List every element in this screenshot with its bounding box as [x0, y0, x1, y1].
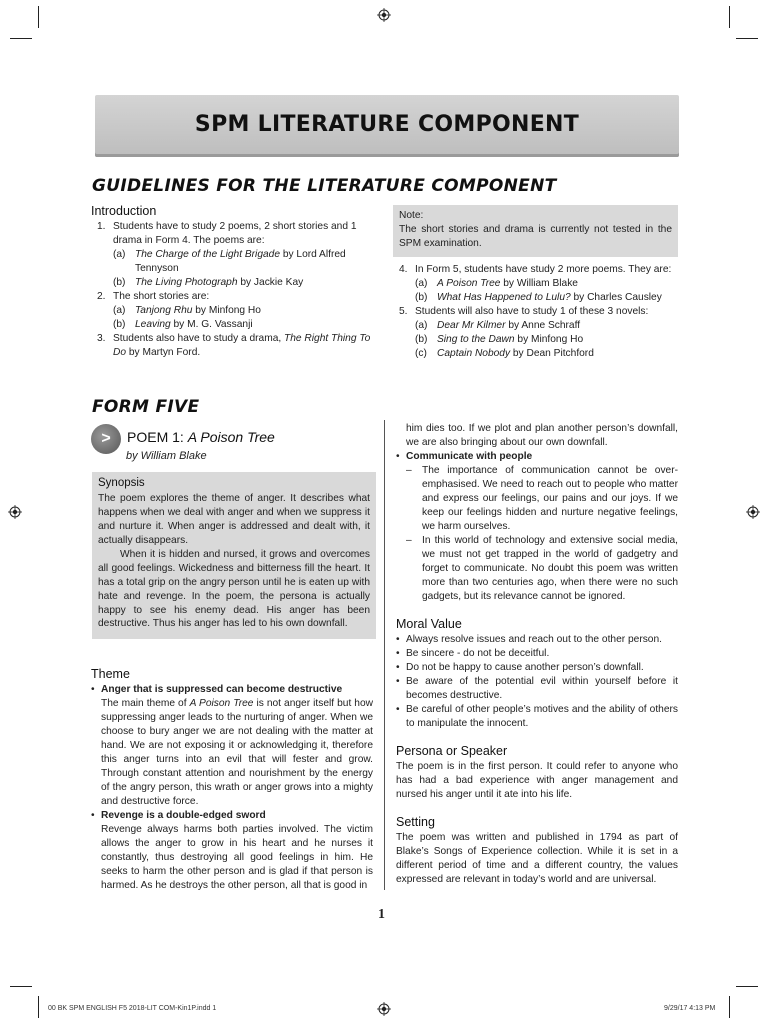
work-author: by Minfong Ho	[514, 333, 584, 345]
chevron-right-icon: >	[91, 424, 121, 454]
form-five-list	[393, 263, 678, 361]
introduction-section	[91, 203, 374, 360]
sub-item	[415, 277, 678, 291]
work-title: A Poison Tree	[437, 277, 501, 289]
synopsis-box	[92, 472, 376, 639]
sub-item-label: (b)	[415, 291, 428, 303]
list-item	[393, 305, 678, 361]
dash-text: The importance of communication cannot be over-emphasised. We need to reach out to people who matter and express our feelings, our pains and our joys. If we keep our feelings hidden and nurture negative feelings, we harm ourselves.	[422, 464, 678, 532]
crop-mark	[10, 38, 32, 39]
setting-text: The poem was written and published in 1794 as part of Blake’s Songs of Experience collection. While it is set in a different period of time and a different country, the values expressed are relevant in today’s world and are universal.	[396, 831, 678, 885]
poem-heading	[127, 428, 275, 447]
bullet-title: • Revenge is a double-edged sword	[101, 809, 266, 821]
work-author: by Minfong Ho	[192, 304, 261, 316]
work-author: by M. G. Vassanji	[170, 318, 253, 330]
sub-item	[415, 291, 678, 305]
crop-mark	[729, 6, 730, 28]
registration-mark-icon	[377, 8, 391, 22]
item-text: Students also have to study a drama,	[113, 332, 285, 344]
sub-item-label: (a)	[415, 277, 428, 289]
crop-mark	[10, 986, 32, 987]
work-title: The Right Thing To Do	[113, 332, 371, 358]
item-number: 3.	[97, 332, 106, 344]
item-number: 2.	[97, 290, 106, 302]
list-item	[91, 683, 373, 809]
crop-mark	[38, 996, 39, 1018]
work-author: by Lord Alfred Tennyson	[135, 249, 346, 275]
list-item: • Be aware of the potential evil within yourself before it becomes destructive.	[396, 675, 678, 703]
sub-item-label: (a)	[113, 304, 126, 316]
page-title: SPM LITERATURE COMPONENT	[194, 112, 580, 137]
theme-section	[91, 666, 373, 893]
synopsis-paragraph: The poem explores the theme of anger. It describes what happens when we deal with anger and when we suppress it and nurture it. When anger is addressed and dealt with, it actually disappears.	[98, 492, 370, 546]
introduction-heading: Introduction	[91, 204, 157, 218]
work-author: by Dean Pitchford	[510, 347, 594, 359]
sub-item-label: (a)	[415, 319, 428, 331]
registration-mark-icon	[746, 505, 760, 519]
right-column	[396, 422, 678, 887]
introduction-list	[91, 220, 374, 360]
item-number: 5.	[399, 305, 408, 317]
crop-mark	[736, 986, 758, 987]
work-title: Leaving	[135, 318, 171, 330]
registration-mark-icon	[8, 505, 22, 519]
bullet-title: • Anger that is suppressed can become destructive	[101, 684, 343, 696]
dash-mark: –	[406, 464, 412, 476]
dash-item	[406, 464, 678, 534]
list-item	[91, 290, 374, 332]
list-item: • Always resolve issues and reach out to the other person.	[396, 633, 678, 647]
list-item: • Be careful of other people’s motives and the ability of others to manipulate the innocent.	[396, 703, 678, 731]
dash-item	[406, 534, 678, 604]
sub-item	[415, 333, 678, 347]
item-text: Students have to study 2 poems, 2 short stories and 1 drama in Form 4. The poems are:	[113, 221, 357, 247]
work-author: by Charles Causley	[570, 291, 662, 303]
list-item	[91, 809, 373, 893]
continued-text: him dies too. If we plot and plan another person’s downfall, we are also bringing about our own downfall.	[406, 423, 678, 448]
bullet-title: • Communicate with people	[406, 450, 533, 462]
sub-item	[415, 347, 678, 361]
list-item	[396, 450, 678, 604]
bullet-text: Revenge always harms both parties involved. The victim allows the anger to grow in his heart and he nurses it constantly, thus destroying all good feelings in him. He seeks to harm the other person and is glad if that person is harmed. As he destroys the other person, all that is good in	[101, 823, 373, 891]
setting-heading: Setting	[396, 814, 435, 829]
work-title: The Charge of the Light Brigade	[135, 249, 280, 261]
bullet-text: The main theme of	[101, 698, 190, 710]
item-number: 4.	[399, 263, 408, 275]
poem-label: POEM 1:	[127, 429, 188, 445]
poem-byline: by William Blake	[126, 450, 207, 462]
form-five-heading: FORM FIVE	[92, 397, 200, 417]
note-heading: Note:	[399, 210, 424, 221]
work-author: by William Blake	[500, 277, 578, 289]
theme-heading: Theme	[91, 667, 130, 681]
persona-text: The poem is in the first person. It could refer to anyone who has had a bad experience with anger management and nursed his anger until it ate into his life.	[396, 760, 678, 800]
list-item	[393, 263, 678, 305]
sub-item	[113, 276, 374, 290]
sub-item-label: (b)	[113, 318, 126, 330]
list-item	[91, 220, 374, 290]
item-text: Students will also have to study 1 of these 3 novels:	[415, 305, 649, 317]
work-title: What Has Happened to Lulu?	[437, 291, 571, 303]
intro-right-column	[393, 205, 678, 361]
work-title: Sing to the Dawn	[437, 333, 515, 345]
list-item: • Do not be happy to cause another person’s downfall.	[396, 661, 678, 675]
work-title: Captain Nobody	[437, 347, 511, 359]
work-author: by Anne Schraff	[505, 319, 581, 331]
dash-mark: –	[406, 534, 412, 546]
crop-mark	[736, 38, 758, 39]
crop-mark	[38, 6, 39, 28]
crop-mark	[729, 996, 730, 1018]
sub-item	[415, 319, 678, 333]
item-number: 1.	[97, 221, 106, 233]
item-text: The short stories are:	[113, 290, 210, 302]
moral-value-list	[396, 633, 678, 731]
sub-item	[113, 248, 374, 276]
footer-filename: 00 BK SPM ENGLISH F5 2018-LIT COM-Kin1P.indd 1	[48, 1005, 217, 1012]
work-title: Dear Mr Kilmer	[437, 319, 506, 331]
synopsis-paragraph: When it is hidden and nursed, it grows and overcomes all good feelings. Wickedness and bitterness fill the heart. It has a total grip on the angry person until he is eaten up with hate and revenge. In the poem, the persona is actually happy to see his enemy dead. His anger has been destructive. Thus his anger has led to his own downfall.	[98, 548, 370, 630]
work-title: The Living Photograph	[135, 277, 238, 288]
bullet-text: is not anger itself but how suppressing anger leads to the nurturing of anger. When we choose to bury anger we are not dealing with the matter at hand. We are not exposing it or acknowledging it, therefore this anger turns into an evil that will fester and grow. Through constant attention and nourishment by the energy of the angry person, this wrath or anger grows into a mighty and destructive force.	[101, 698, 373, 807]
list-item: • Be sincere - do not be deceitful.	[396, 647, 678, 661]
note-box	[393, 205, 678, 257]
sub-item-label: (c)	[415, 347, 427, 359]
moral-value-heading: Moral Value	[396, 616, 462, 631]
list-item	[91, 332, 374, 360]
column-divider	[384, 420, 385, 890]
guidelines-heading: GUIDELINES FOR THE LITERATURE COMPONENT	[92, 176, 557, 196]
work-author: by Jackie Kay	[237, 277, 304, 288]
persona-heading: Persona or Speaker	[396, 743, 508, 758]
footer-timestamp: 9/29/17 4:13 PM	[664, 1005, 716, 1012]
work-author: by Martyn Ford.	[126, 346, 201, 358]
sub-item-label: (b)	[113, 277, 126, 288]
sub-item-label: (a)	[113, 249, 126, 261]
dash-text: In this world of technology and extensive social media, we must not get trapped in the world of gadgetry and forget to communicate. No doubt this poem was written more than two centuries ago, when there were no such gadgets, but its relevance cannot be ignored.	[422, 534, 678, 602]
synopsis-heading: Synopsis	[98, 477, 145, 489]
sub-item	[113, 304, 374, 318]
registration-mark-icon	[377, 1002, 391, 1016]
note-text: The short stories and drama is currently not tested in the SPM examination.	[399, 223, 672, 249]
item-text: In Form 5, students have study 2 more poems. They are:	[415, 263, 672, 275]
poem-title: A Poison Tree	[187, 429, 275, 445]
sub-item-label: (b)	[415, 333, 428, 345]
poem-title-ref: A Poison Tree	[189, 698, 254, 710]
work-title: Tanjong Rhu	[135, 304, 193, 316]
sub-item	[113, 318, 374, 332]
page-number: 1	[378, 907, 385, 922]
